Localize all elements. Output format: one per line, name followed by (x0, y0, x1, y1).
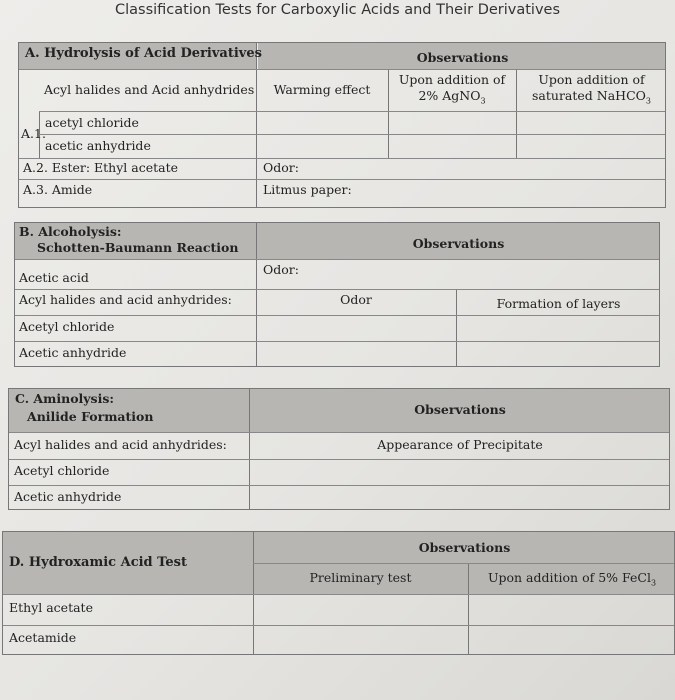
row-acetic-anhydride: Acetic anhydride (14, 489, 122, 504)
alcoholysis-observations-header: Observations (412, 236, 505, 251)
row-acetyl-chloride: Acetyl chloride (14, 463, 110, 478)
hydroxamic-observations-header: Observations (418, 540, 511, 555)
a1-label: A.1. (21, 126, 46, 141)
table-alcoholysis (14, 222, 660, 367)
row-acetic-anhydride: acetic anhydride (45, 138, 151, 153)
row-acetic-anhydride: Acetic anhydride (19, 345, 127, 360)
col-agno3-line1: Upon addition of (398, 72, 506, 87)
amide-litmus-label: Litmus paper: (263, 182, 352, 197)
aminolysis-heading-line1: C. Aminolysis: (15, 391, 114, 406)
col-odor: Odor (340, 292, 372, 307)
row-acyl-halides: Acyl halides and acid anhydrides: (14, 437, 227, 452)
ester-odor-label: Odor: (263, 160, 299, 175)
col-preliminary-test: Preliminary test (309, 570, 412, 585)
row-acetic-acid: Acetic acid (19, 270, 89, 285)
aminolysis-observations-header: Observations (414, 402, 506, 417)
row-ester: A.2. Ester: Ethyl acetate (23, 160, 178, 175)
alcoholysis-heading-line2: Schotten-Baumann Reaction (37, 240, 239, 255)
row-acetyl-chloride: acetyl chloride (45, 115, 139, 130)
table-hydrolysis (18, 42, 666, 208)
row-acyl-halides: Acyl halides and acid anhydrides: (19, 292, 232, 307)
row-ethyl-acetate: Ethyl acetate (9, 600, 93, 615)
col-nahco3-line1: Upon addition of (538, 72, 645, 87)
col-warming-effect: Warming effect (273, 82, 371, 97)
col-agno3-line2: 2% AgNO$_3$ (418, 88, 486, 106)
hydrolysis-heading: A. Hydrolysis of Acid Derivatives (25, 46, 262, 61)
row-acetamide: Acetamide (9, 630, 77, 645)
col-formation-of-layers: Formation of layers (496, 296, 621, 311)
alcoholysis-heading-line1: B. Alcoholysis: (19, 224, 122, 239)
aminolysis-heading-line2: Anilide Formation (27, 409, 154, 424)
hydrolysis-observations-header: Observations (416, 50, 509, 65)
hydrolysis-subheading: Acyl halides and Acid anhydrides (44, 82, 255, 97)
col-fecl3: Upon addition of 5% FeCl$_3$ (487, 570, 657, 588)
row-acetyl-chloride: Acetyl chloride (19, 319, 115, 334)
acetic-acid-odor-label: Odor: (263, 262, 299, 277)
col-nahco3-line2: saturated NaHCO$_3$ (532, 88, 651, 106)
hydroxamic-heading: D. Hydroxamic Acid Test (9, 555, 187, 570)
table-hydroxamic (2, 531, 675, 655)
table-aminolysis (8, 388, 670, 510)
col-appearance-of-precipitate: Appearance of Precipitate (377, 437, 543, 452)
page-title: Classification Tests for Carboxylic Acids and Their Derivatives (114, 2, 561, 18)
row-amide: A.3. Amide (23, 182, 93, 197)
